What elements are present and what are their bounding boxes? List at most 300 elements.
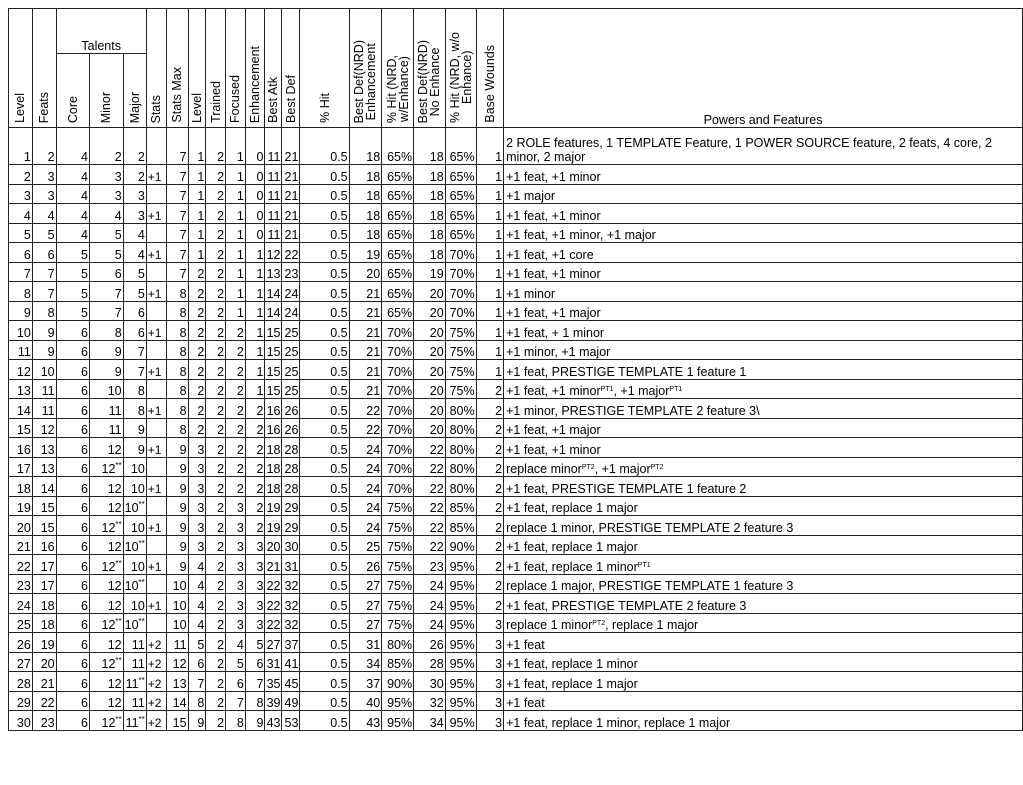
table-row	[9, 243, 1023, 263]
table-row	[9, 223, 1023, 243]
cell-pct-hit-no-enhance: 65%	[445, 128, 476, 165]
header-focused: Focused	[226, 9, 246, 128]
cell-trained: 2	[206, 128, 226, 165]
cell-core: 5	[56, 262, 89, 282]
cell-pct-hit-enhance: 85%	[382, 652, 414, 672]
cell-trained: 2	[206, 711, 226, 731]
cell-powers: +1 feat, replace 1 minor	[504, 652, 1023, 672]
cell-focused: 3	[226, 613, 246, 633]
cell-base-wounds: 3	[476, 691, 504, 711]
cell-pct-hit-no-enhance: 70%	[445, 282, 476, 302]
header-best-def-nrd-no-enhance: Best Def(NRD) No Enhance	[414, 9, 446, 128]
header-pct-hit: % Hit	[300, 9, 349, 128]
cell-level-2: 3	[188, 477, 206, 497]
cell-best-def-nrd-enhancement: 37	[349, 672, 382, 692]
cell-minor: 7	[89, 301, 123, 321]
cell-best-def: 24	[282, 301, 300, 321]
cell-major: 2	[123, 128, 146, 165]
cell-level: 16	[9, 438, 33, 458]
cell-powers: replace 1 minor, PRESTIGE TEMPLATE 2 feature 3	[504, 516, 1023, 536]
cell-pct-hit-no-enhance: 75%	[445, 340, 476, 360]
cell-best-def-nrd-enhancement: 27	[349, 574, 382, 594]
cell-enhancement: 1	[245, 243, 265, 263]
table-row	[9, 282, 1023, 302]
cell-best-def-nrd-enhancement: 18	[349, 128, 382, 165]
table-row	[9, 672, 1023, 692]
cell-base-wounds: 3	[476, 613, 504, 633]
cell-minor: 4	[89, 204, 123, 224]
cell-level-2: 4	[188, 574, 206, 594]
cell-best-def-nrd-no-enhance: 20	[414, 301, 446, 321]
cell-best-def: 28	[282, 477, 300, 497]
cell-minor: 7	[89, 282, 123, 302]
cell-best-def-nrd-no-enhance: 24	[414, 594, 446, 614]
cell-feats: 11	[32, 379, 56, 399]
cell-core: 6	[56, 477, 89, 497]
cell-best-def-nrd-no-enhance: 32	[414, 691, 446, 711]
cell-trained: 2	[206, 223, 226, 243]
cell-enhancement: 3	[245, 613, 265, 633]
cell-core: 6	[56, 691, 89, 711]
cell-feats: 22	[32, 691, 56, 711]
cell-best-atk: 11	[265, 128, 282, 165]
cell-stats: +2	[146, 633, 166, 653]
cell-pct-hit-no-enhance: 80%	[445, 418, 476, 438]
header-minor: Minor	[89, 54, 123, 128]
cell-trained: 2	[206, 477, 226, 497]
cell-best-def-nrd-enhancement: 27	[349, 613, 382, 633]
cell-focused: 3	[226, 535, 246, 555]
cell-pct-hit-no-enhance: 95%	[445, 691, 476, 711]
cell-level-2: 7	[188, 672, 206, 692]
cell-core: 6	[56, 555, 89, 575]
cell-pct-hit: 0.5	[300, 535, 349, 555]
cell-major: 5	[123, 282, 146, 302]
cell-stats-max: 13	[166, 672, 188, 692]
cell-trained: 2	[206, 574, 226, 594]
cell-pct-hit-enhance: 70%	[382, 379, 414, 399]
cell-pct-hit: 0.5	[300, 652, 349, 672]
table-row	[9, 496, 1023, 516]
cell-stats-max: 15	[166, 711, 188, 731]
table-row	[9, 438, 1023, 458]
cell-stats	[146, 535, 166, 555]
cell-core: 4	[56, 204, 89, 224]
cell-best-def: 31	[282, 555, 300, 575]
cell-enhancement: 1	[245, 340, 265, 360]
table-row	[9, 321, 1023, 341]
cell-base-wounds: 3	[476, 633, 504, 653]
cell-level: 4	[9, 204, 33, 224]
cell-pct-hit: 0.5	[300, 555, 349, 575]
cell-focused: 3	[226, 555, 246, 575]
cell-pct-hit-no-enhance: 95%	[445, 652, 476, 672]
cell-trained: 2	[206, 418, 226, 438]
cell-focused: 2	[226, 340, 246, 360]
cell-best-atk: 14	[265, 282, 282, 302]
cell-level: 17	[9, 457, 33, 477]
header-enhancement: Enhancement	[245, 9, 265, 128]
cell-trained: 2	[206, 516, 226, 536]
cell-level: 6	[9, 243, 33, 263]
cell-powers: replace 1 minor$^{PT2}$, replace 1 major	[504, 613, 1023, 633]
cell-stats: +1	[146, 399, 166, 419]
cell-best-def-nrd-no-enhance: 30	[414, 672, 446, 692]
cell-best-def-nrd-no-enhance: 24	[414, 574, 446, 594]
cell-level-2: 4	[188, 555, 206, 575]
cell-stats: +1	[146, 321, 166, 341]
cell-stats-max: 8	[166, 399, 188, 419]
cell-base-wounds: 2	[476, 457, 504, 477]
cell-pct-hit-enhance: 75%	[382, 496, 414, 516]
cell-level-2: 2	[188, 418, 206, 438]
header-major: Major	[123, 54, 146, 128]
cell-pct-hit-enhance: 75%	[382, 516, 414, 536]
cell-best-def: 21	[282, 204, 300, 224]
cell-best-def-nrd-enhancement: 18	[349, 184, 382, 204]
cell-pct-hit-no-enhance: 95%	[445, 594, 476, 614]
cell-feats: 15	[32, 496, 56, 516]
cell-trained: 2	[206, 691, 226, 711]
cell-best-def-nrd-no-enhance: 19	[414, 262, 446, 282]
cell-enhancement: 0	[245, 204, 265, 224]
cell-feats: 11	[32, 399, 56, 419]
cell-stats-max: 7	[166, 184, 188, 204]
cell-trained: 2	[206, 633, 226, 653]
cell-stats-max: 10	[166, 574, 188, 594]
cell-pct-hit: 0.5	[300, 438, 349, 458]
cell-core: 6	[56, 399, 89, 419]
cell-best-def-nrd-enhancement: 24	[349, 496, 382, 516]
cell-enhancement: 5	[245, 633, 265, 653]
cell-powers: replace minor$^{PT2}$, +1 major$^{PT2}$	[504, 457, 1023, 477]
cell-pct-hit-enhance: 65%	[382, 204, 414, 224]
cell-best-def-nrd-enhancement: 34	[349, 652, 382, 672]
table-row	[9, 360, 1023, 380]
cell-base-wounds: 1	[476, 223, 504, 243]
cell-stats-max: 9	[166, 516, 188, 536]
cell-minor: 5	[89, 223, 123, 243]
cell-stats-max: 12	[166, 652, 188, 672]
cell-focused: 6	[226, 672, 246, 692]
cell-pct-hit: 0.5	[300, 477, 349, 497]
cell-trained: 2	[206, 438, 226, 458]
cell-best-atk: 16	[265, 418, 282, 438]
cell-trained: 2	[206, 672, 226, 692]
cell-stats-max: 8	[166, 282, 188, 302]
cell-stats-max: 14	[166, 691, 188, 711]
cell-best-def-nrd-enhancement: 40	[349, 691, 382, 711]
cell-best-def-nrd-no-enhance: 34	[414, 711, 446, 731]
cell-stats-max: 8	[166, 321, 188, 341]
cell-best-def-nrd-no-enhance: 28	[414, 652, 446, 672]
cell-powers: +1 feat, +1 minor	[504, 438, 1023, 458]
cell-focused: 2	[226, 418, 246, 438]
cell-minor: 12	[89, 691, 123, 711]
cell-pct-hit-enhance: 70%	[382, 321, 414, 341]
cell-powers: +1 feat, +1 major	[504, 301, 1023, 321]
cell-best-def: 25	[282, 340, 300, 360]
cell-level: 21	[9, 535, 33, 555]
cell-base-wounds: 2	[476, 555, 504, 575]
cell-core: 5	[56, 243, 89, 263]
cell-best-def: 29	[282, 496, 300, 516]
cell-core: 5	[56, 301, 89, 321]
cell-feats: 18	[32, 594, 56, 614]
cell-best-def-nrd-no-enhance: 18	[414, 243, 446, 263]
cell-level-2: 6	[188, 652, 206, 672]
cell-core: 6	[56, 516, 89, 536]
cell-base-wounds: 3	[476, 652, 504, 672]
cell-level-2: 1	[188, 204, 206, 224]
cell-pct-hit: 0.5	[300, 301, 349, 321]
cell-trained: 2	[206, 243, 226, 263]
cell-major: 2	[123, 165, 146, 185]
cell-core: 6	[56, 496, 89, 516]
cell-level: 25	[9, 613, 33, 633]
table-row	[9, 340, 1023, 360]
cell-powers: +1 feat, PRESTIGE TEMPLATE 2 feature 3	[504, 594, 1023, 614]
cell-stats: +1	[146, 516, 166, 536]
cell-pct-hit: 0.5	[300, 496, 349, 516]
header-talents: Talents	[56, 9, 146, 54]
cell-best-def-nrd-no-enhance: 20	[414, 379, 446, 399]
cell-powers: +1 feat	[504, 691, 1023, 711]
cell-level: 18	[9, 477, 33, 497]
cell-enhancement: 1	[245, 301, 265, 321]
cell-stats-max: 8	[166, 379, 188, 399]
cell-pct-hit: 0.5	[300, 691, 349, 711]
cell-enhancement: 2	[245, 438, 265, 458]
cell-best-def-nrd-enhancement: 25	[349, 535, 382, 555]
cell-enhancement: 3	[245, 535, 265, 555]
cell-best-def-nrd-no-enhance: 22	[414, 457, 446, 477]
cell-major: 10	[123, 516, 146, 536]
cell-best-atk: 39	[265, 691, 282, 711]
cell-level-2: 2	[188, 360, 206, 380]
cell-trained: 2	[206, 496, 226, 516]
cell-stats-max: 11	[166, 633, 188, 653]
cell-level-2: 3	[188, 496, 206, 516]
cell-best-atk: 12	[265, 243, 282, 263]
cell-best-atk: 14	[265, 301, 282, 321]
cell-best-atk: 20	[265, 535, 282, 555]
cell-stats	[146, 574, 166, 594]
cell-stats-max: 10	[166, 613, 188, 633]
cell-stats-max: 8	[166, 418, 188, 438]
cell-stats: +2	[146, 691, 166, 711]
cell-enhancement: 1	[245, 321, 265, 341]
cell-pct-hit-no-enhance: 90%	[445, 535, 476, 555]
cell-best-def-nrd-no-enhance: 18	[414, 165, 446, 185]
cell-powers: +1 feat, replace 1 major	[504, 496, 1023, 516]
cell-best-def: 22	[282, 243, 300, 263]
cell-powers: +1 feat, +1 major	[504, 418, 1023, 438]
cell-feats: 6	[32, 243, 56, 263]
cell-stats-max: 9	[166, 496, 188, 516]
cell-pct-hit: 0.5	[300, 262, 349, 282]
cell-feats: 7	[32, 282, 56, 302]
header-best-def: Best Def	[282, 9, 300, 128]
cell-level: 29	[9, 691, 33, 711]
cell-best-def: 28	[282, 457, 300, 477]
cell-level-2: 2	[188, 301, 206, 321]
cell-stats-max: 10	[166, 594, 188, 614]
cell-pct-hit-no-enhance: 95%	[445, 574, 476, 594]
cell-powers: +1 feat	[504, 633, 1023, 653]
cell-level-2: 1	[188, 243, 206, 263]
cell-best-atk: 27	[265, 633, 282, 653]
cell-pct-hit-no-enhance: 65%	[445, 165, 476, 185]
cell-trained: 2	[206, 301, 226, 321]
cell-level: 15	[9, 418, 33, 438]
cell-stats	[146, 379, 166, 399]
cell-pct-hit-enhance: 65%	[382, 184, 414, 204]
cell-pct-hit-no-enhance: 95%	[445, 555, 476, 575]
cell-minor: 12**	[89, 457, 123, 477]
cell-pct-hit-enhance: 70%	[382, 360, 414, 380]
cell-stats: +1	[146, 243, 166, 263]
cell-core: 6	[56, 633, 89, 653]
cell-best-atk: 22	[265, 594, 282, 614]
cell-stats: +2	[146, 672, 166, 692]
cell-best-def-nrd-no-enhance: 18	[414, 223, 446, 243]
cell-best-atk: 11	[265, 184, 282, 204]
cell-enhancement: 1	[245, 379, 265, 399]
cell-best-atk: 43	[265, 711, 282, 731]
cell-level: 23	[9, 574, 33, 594]
cell-pct-hit-enhance: 75%	[382, 613, 414, 633]
header-level: Level	[9, 9, 33, 128]
cell-best-atk: 19	[265, 516, 282, 536]
cell-stats	[146, 613, 166, 633]
cell-pct-hit-no-enhance: 85%	[445, 516, 476, 536]
cell-enhancement: 7	[245, 672, 265, 692]
cell-best-def-nrd-no-enhance: 23	[414, 555, 446, 575]
cell-best-atk: 18	[265, 477, 282, 497]
cell-pct-hit-no-enhance: 95%	[445, 613, 476, 633]
cell-pct-hit-no-enhance: 70%	[445, 301, 476, 321]
cell-pct-hit-no-enhance: 80%	[445, 477, 476, 497]
cell-core: 4	[56, 165, 89, 185]
header-best-atk: Best Atk	[265, 9, 282, 128]
cell-major: 10	[123, 477, 146, 497]
cell-trained: 2	[206, 594, 226, 614]
table-row	[9, 691, 1023, 711]
cell-pct-hit: 0.5	[300, 457, 349, 477]
cell-base-wounds: 1	[476, 282, 504, 302]
cell-pct-hit-enhance: 65%	[382, 165, 414, 185]
cell-best-def-nrd-enhancement: 26	[349, 555, 382, 575]
cell-best-def: 32	[282, 613, 300, 633]
cell-best-def-nrd-no-enhance: 22	[414, 516, 446, 536]
cell-best-def-nrd-no-enhance: 18	[414, 128, 446, 165]
table-row	[9, 555, 1023, 575]
cell-enhancement: 6	[245, 652, 265, 672]
cell-best-def-nrd-no-enhance: 26	[414, 633, 446, 653]
cell-feats: 12	[32, 418, 56, 438]
cell-pct-hit: 0.5	[300, 184, 349, 204]
cell-pct-hit: 0.5	[300, 243, 349, 263]
cell-base-wounds: 2	[476, 438, 504, 458]
header-base-wounds: Base Wounds	[476, 9, 504, 128]
cell-pct-hit: 0.5	[300, 321, 349, 341]
cell-best-def: 26	[282, 399, 300, 419]
cell-major: 7	[123, 340, 146, 360]
cell-base-wounds: 2	[476, 496, 504, 516]
cell-core: 4	[56, 128, 89, 165]
cell-major: 10**	[123, 496, 146, 516]
cell-stats: +1	[146, 594, 166, 614]
cell-powers: 2 ROLE features, 1 TEMPLATE Feature, 1 POWER SOURCE feature, 2 feats, 4 core, 2 minor, 2 major	[504, 128, 1023, 165]
cell-level-2: 4	[188, 613, 206, 633]
cell-minor: 12	[89, 633, 123, 653]
cell-best-def: 37	[282, 633, 300, 653]
cell-best-atk: 19	[265, 496, 282, 516]
cell-base-wounds: 2	[476, 594, 504, 614]
cell-best-def-nrd-enhancement: 19	[349, 243, 382, 263]
cell-powers: +1 feat, PRESTIGE TEMPLATE 1 feature 1	[504, 360, 1023, 380]
cell-major: 4	[123, 243, 146, 263]
cell-best-def-nrd-enhancement: 21	[349, 379, 382, 399]
cell-best-def: 29	[282, 516, 300, 536]
table-row	[9, 633, 1023, 653]
cell-best-def: 32	[282, 574, 300, 594]
cell-best-def-nrd-enhancement: 18	[349, 204, 382, 224]
cell-level-2: 2	[188, 379, 206, 399]
cell-minor: 9	[89, 360, 123, 380]
cell-best-def-nrd-enhancement: 22	[349, 418, 382, 438]
cell-pct-hit: 0.5	[300, 165, 349, 185]
cell-major: 10	[123, 594, 146, 614]
cell-level: 28	[9, 672, 33, 692]
cell-level-2: 4	[188, 594, 206, 614]
header-stats: Stats	[146, 9, 166, 128]
cell-pct-hit: 0.5	[300, 128, 349, 165]
cell-best-def: 25	[282, 360, 300, 380]
cell-focused: 7	[226, 691, 246, 711]
cell-enhancement: 2	[245, 516, 265, 536]
cell-focused: 1	[226, 262, 246, 282]
cell-base-wounds: 2	[476, 535, 504, 555]
cell-base-wounds: 1	[476, 360, 504, 380]
cell-enhancement: 2	[245, 457, 265, 477]
cell-pct-hit: 0.5	[300, 399, 349, 419]
cell-best-atk: 15	[265, 360, 282, 380]
cell-focused: 5	[226, 652, 246, 672]
cell-pct-hit: 0.5	[300, 516, 349, 536]
cell-pct-hit-enhance: 65%	[382, 282, 414, 302]
cell-feats: 10	[32, 360, 56, 380]
cell-best-def-nrd-enhancement: 18	[349, 223, 382, 243]
cell-stats: +1	[146, 204, 166, 224]
cell-base-wounds: 1	[476, 262, 504, 282]
cell-best-def-nrd-no-enhance: 20	[414, 399, 446, 419]
cell-pct-hit-no-enhance: 70%	[445, 243, 476, 263]
table-row	[9, 165, 1023, 185]
cell-feats: 9	[32, 321, 56, 341]
cell-feats: 3	[32, 165, 56, 185]
cell-powers: +1 feat, replace 1 major	[504, 672, 1023, 692]
cell-pct-hit-no-enhance: 75%	[445, 360, 476, 380]
cell-core: 6	[56, 438, 89, 458]
cell-powers: +1 minor, +1 major	[504, 340, 1023, 360]
cell-core: 6	[56, 574, 89, 594]
cell-focused: 1	[226, 165, 246, 185]
cell-focused: 2	[226, 477, 246, 497]
cell-focused: 1	[226, 301, 246, 321]
cell-best-atk: 15	[265, 321, 282, 341]
